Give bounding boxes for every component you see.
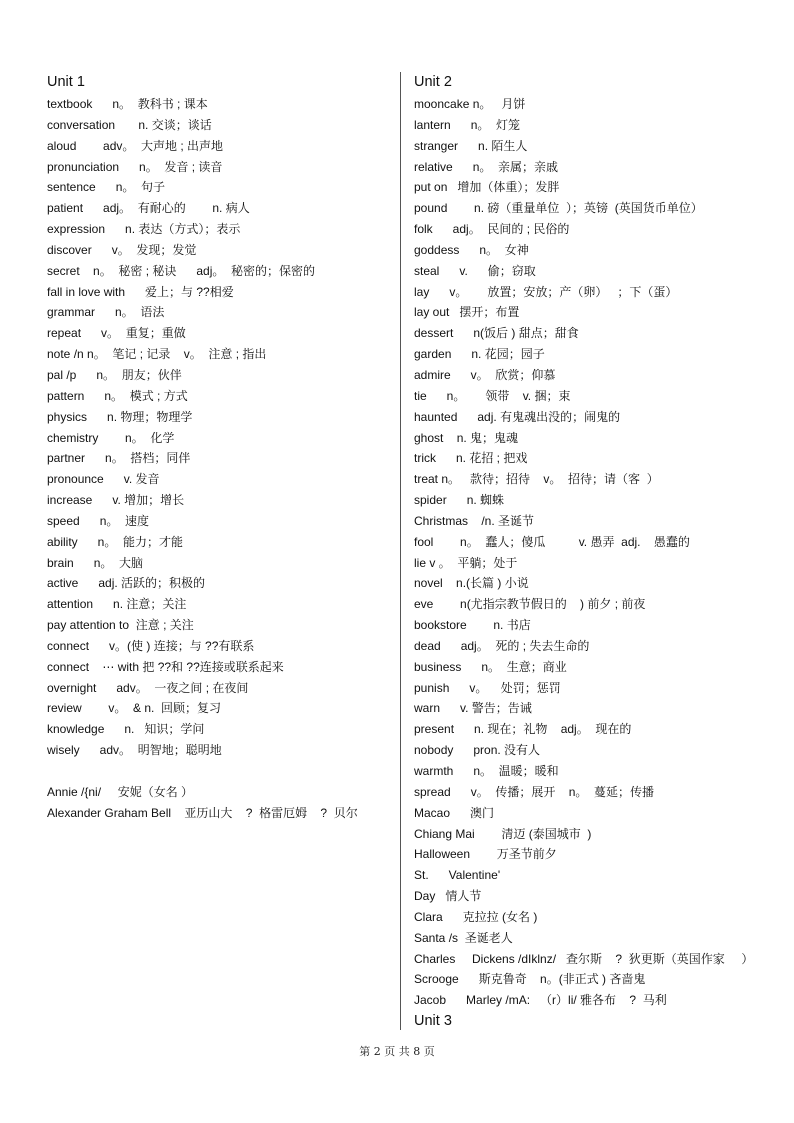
vocab-entry: brain n。 大脑 bbox=[47, 555, 144, 570]
vocab-entry: dessert n(饭后 ) 甜点；甜食 bbox=[414, 326, 579, 341]
vocab-entry: overnight adv。 一夜之间 ; 在夜间 bbox=[47, 680, 249, 695]
vocab-entry: trick n. 花招 ; 把戏 bbox=[414, 451, 528, 466]
vocab-entry: put on 增加（体重）；发胖 bbox=[414, 180, 560, 195]
vocab-entry: pronounce v. 发音 bbox=[47, 472, 160, 487]
vocab-entry: Macao 澳门 bbox=[414, 805, 495, 820]
vocab-entry: ability n。 能力；才能 bbox=[47, 534, 184, 549]
vocab-entry: textbook n。 教科书 ; 课本 bbox=[47, 97, 208, 111]
vocab-entry: increase v. 增加；增长 bbox=[47, 493, 185, 508]
vocab-entry: pronunciation n。 发音 ; 读音 bbox=[47, 159, 223, 174]
vocab-entry: haunted adj. 有鬼魂出没的；闹鬼的 bbox=[414, 409, 621, 424]
vocab-entry: chemistry n。 化学 bbox=[47, 430, 175, 445]
unit-2-vocab-list bbox=[414, 94, 774, 1011]
vocab-entry: Clara 克拉拉 (女名 ) bbox=[414, 909, 538, 924]
vocab-entry: warmth n。 温暖；暖和 bbox=[414, 764, 559, 778]
vocab-entry: St. Valentine' bbox=[414, 868, 501, 883]
unit-2-title: Unit 2 bbox=[414, 74, 452, 90]
vocab-entry: aloud adv。 大声地 ; 出声地 bbox=[47, 138, 224, 153]
vocab-entry: physics n. 物理；物理学 bbox=[47, 409, 193, 424]
vocab-entry: knowledge n. 知识；学问 bbox=[47, 722, 205, 737]
vocab-entry: Scrooge 斯克鲁奇 n。(非正式 ) 吝啬鬼 bbox=[414, 972, 646, 987]
vocab-entry: lay v。 放置；安放；产（卵） ；下（蛋） bbox=[414, 284, 678, 299]
vocab-entry: pay attention to 注意 ; 关注 bbox=[47, 618, 194, 633]
vocab-entry: partner n。 搭档；同伴 bbox=[47, 451, 191, 466]
vocab-entry: expression n. 表达（方式）；表示 bbox=[47, 222, 241, 237]
vocab-entry: stranger n. 陌生人 bbox=[414, 138, 528, 153]
vocab-entry: mooncake n。 月饼 bbox=[414, 97, 526, 111]
vocab-entry: Chiang Mai 清迈 (泰国城市 ) bbox=[414, 826, 592, 841]
vocab-entry: patient adj。 有耐心的 n. 病人 bbox=[47, 201, 250, 216]
vocab-entry: discover v。 发现；发觉 bbox=[47, 242, 197, 257]
vocab-entry: folk adj。 民间的 ; 民俗的 bbox=[414, 222, 570, 237]
vocab-entry: active adj. 活跃的；积极的 bbox=[47, 576, 206, 591]
vocab-entry: ghost n. 鬼；鬼魂 bbox=[414, 430, 519, 445]
vocab-entry: note /n n。 笔记 ; 记录 v。 注意 ; 指出 bbox=[47, 347, 267, 362]
vocab-entry: speed n。 速度 bbox=[47, 513, 150, 528]
vocab-entry: admire v。 欣赏；仰慕 bbox=[414, 367, 556, 382]
vocab-entry: secret n。 秘密 ; 秘诀 adj。 秘密的；保密的 bbox=[47, 263, 316, 278]
vocab-entry: repeat v。 重复；重做 bbox=[47, 326, 186, 341]
vocab-entry: treat n。 款待；招待 v。 招待；请（客 ） bbox=[414, 472, 659, 487]
vocab-entry: connect v。(使 ) 连接；与 ??有联系 bbox=[47, 638, 255, 653]
vocab-entry: conversation n. 交谈；谈话 bbox=[47, 117, 212, 132]
page-footer: 第 2 页 共 8 页 bbox=[359, 1045, 435, 1058]
vocab-entry: business n。 生意；商业 bbox=[414, 659, 567, 674]
vocab-entry: attention n. 注意；关注 bbox=[47, 597, 187, 612]
vocab-entry: Alexander Graham Bell 亚历山大 ? 格雷厄姆 ? 贝尔 bbox=[47, 805, 358, 820]
vocab-entry: Santa /s 圣诞老人 bbox=[414, 930, 513, 945]
vocab-entry: pattern n。 模式 ; 方式 bbox=[47, 388, 188, 403]
vocab-entry: fool n。 蠢人；傻瓜 v. 愚弄 adj. 愚蠢的 bbox=[414, 534, 690, 549]
vocab-entry: Halloween 万圣节前夕 bbox=[414, 847, 557, 862]
vocab-entry: bookstore n. 书店 bbox=[414, 618, 531, 633]
vocab-entry: Annie /{ni/ 安妮（女名 ） bbox=[47, 785, 194, 799]
vocab-entry: pal /p n。 朋友；伙伴 bbox=[47, 367, 182, 382]
unit-1-vocab-list bbox=[47, 94, 387, 761]
vocab-entry: connect ⋯ with 把 ??和 ??连接或联系起来 bbox=[47, 659, 284, 674]
vocab-entry: tie n。 领带 v. 捆；束 bbox=[414, 388, 571, 403]
vocab-entry: grammar n。 语法 bbox=[47, 305, 165, 320]
vocab-entry: wisely adv。 明智地；聪明地 bbox=[47, 743, 222, 758]
vocab-entry: review v。 & n. 回顾；复习 bbox=[47, 701, 222, 716]
vocab-entry: spider n. 蜘蛛 bbox=[414, 493, 505, 508]
vocab-entry: garden n. 花园；园子 bbox=[414, 347, 545, 362]
vocab-entry: pound n. 磅（重量单位 ）；英镑 (英国货币单位） bbox=[414, 201, 703, 216]
vocab-entry: relative n。 亲属；亲戚 bbox=[414, 159, 559, 174]
vocab-entry: eve n(尤指宗教节假日的 ) 前夕 ; 前夜 bbox=[414, 597, 646, 612]
vocab-entry: dead adj。 死的 ; 失去生命的 bbox=[414, 638, 590, 653]
unit-3-title: Unit 3 bbox=[414, 1013, 452, 1030]
vocab-entry: nobody pron. 没有人 bbox=[414, 743, 541, 758]
vocab-entry: Jacob Marley /mA: （r）li/ 雅各布 ? 马利 bbox=[414, 993, 667, 1008]
vocab-entry: sentence n。 句子 bbox=[47, 180, 166, 195]
vocab-entry: Charles Dickens /dIklnz/ 查尔斯 ? 狄更斯（英国作家 ） bbox=[414, 951, 754, 966]
right-column bbox=[414, 72, 774, 1033]
vocab-entry: punish v。 处罚；惩罚 bbox=[414, 680, 561, 695]
vocab-entry: Day 情人节 bbox=[414, 889, 482, 904]
unit-1-title: Unit 1 bbox=[47, 74, 85, 90]
left-column bbox=[47, 72, 387, 824]
vocab-entry: present n. 现在；礼物 adj。 现在的 bbox=[414, 722, 632, 737]
vocab-entry: lantern n。 灯笼 bbox=[414, 117, 521, 132]
column-divider bbox=[400, 72, 401, 1030]
vocab-entry: novel n.(长篇 ) 小说 bbox=[414, 576, 529, 591]
spacer bbox=[47, 761, 387, 782]
vocab-entry: Christmas /n. 圣诞节 bbox=[414, 513, 535, 528]
vocab-entry: spread v。 传播；展开 n。 蔓延；传播 bbox=[414, 784, 655, 799]
vocab-entry: fall in love with 爱上；与 ??相爱 bbox=[47, 284, 234, 299]
vocab-entry: lay out 摆开；布置 bbox=[414, 305, 520, 320]
vocab-entry: goddess n。 女神 bbox=[414, 242, 529, 257]
vocab-entry: warn v. 警告；告诫 bbox=[414, 701, 532, 716]
vocab-entry: lie v 。 平躺；处于 bbox=[414, 555, 518, 570]
unit-1-names-list bbox=[47, 782, 387, 824]
vocab-entry: steal v. 偷；窃取 bbox=[414, 263, 536, 278]
